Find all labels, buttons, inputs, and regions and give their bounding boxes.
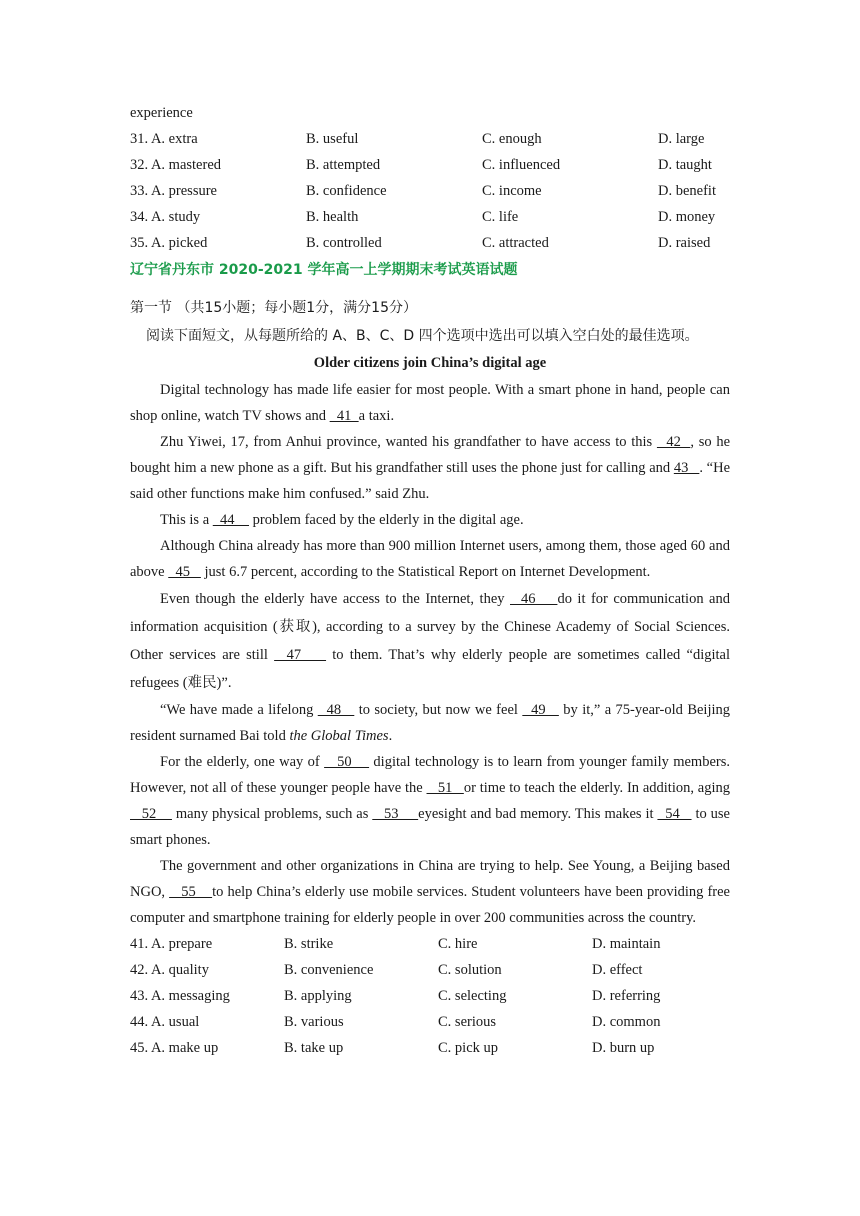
blank-52: 52 (130, 806, 172, 822)
option-d: D. common (592, 1014, 661, 1030)
option-b: B. attempted (306, 157, 381, 173)
option-row (130, 204, 730, 230)
option-a: 31. A. extra (130, 131, 198, 147)
blank-43: 43 (673, 460, 700, 476)
option-row (130, 931, 730, 957)
paragraph-3: This is a 44 problem faced by the elderly in the digital age. (160, 512, 524, 528)
option-c: C. serious (438, 1014, 496, 1030)
option-b: B. controlled (306, 235, 382, 251)
option-b: B. useful (306, 131, 359, 147)
option-c: C. selecting (438, 988, 507, 1004)
option-d: D. benefit (658, 183, 716, 199)
blank-42: 42 (656, 434, 691, 450)
paragraph-1: Digital technology has made life easier for most people. With a smart phone in hand, people can shop online, watch TV shows and 41 a taxi. (130, 382, 730, 424)
option-row (130, 983, 730, 1009)
blank-49: 49 (522, 702, 559, 718)
option-c: C. solution (438, 962, 502, 978)
option-d: D. maintain (592, 936, 661, 952)
option-row (130, 957, 730, 983)
previous-options (130, 126, 730, 256)
paragraph-2: Zhu Yiwei, 17, from Anhui province, wanted his grandfather to have access to this 42 , so he bought him a new phone as a gift. But his grandfather still uses the phone just for calling and 43 . “He said other functions make him confused.” said Zhu. (130, 434, 731, 502)
exam-source-title: 辽宁省丹东市 2020-2021 学年高一上学期期末考试英语试题 (130, 262, 518, 278)
option-row (130, 178, 730, 204)
blank-47: 47 (274, 647, 327, 663)
option-d: D. money (658, 209, 716, 225)
option-d: D. raised (658, 235, 711, 251)
option-c: C. enough (482, 131, 542, 147)
option-c: C. hire (438, 936, 478, 952)
option-b: B. confidence (306, 183, 387, 199)
option-a: 45. A. make up (130, 1040, 219, 1056)
answer-options (130, 931, 730, 1061)
blank-46: 46 (510, 591, 558, 607)
option-c: C. pick up (438, 1040, 499, 1056)
option-row (130, 126, 730, 152)
option-c: C. attracted (482, 235, 549, 251)
blank-51: 51 (426, 780, 464, 796)
option-d: D. referring (592, 988, 661, 1004)
paragraph-5: Even though the elderly have access to the Internet, they 46 do it for communication and information acquisition (获取), according to a survey by the Chinese Academy of Social Sciences. Other services are still 47 to them. That’s why elderly people are sometimes called “digital refugees (难民)”. (130, 591, 730, 691)
option-a: 41. A. prepare (130, 936, 213, 952)
continued-text: experience (130, 105, 193, 121)
paragraph-8: The government and other organizations in China are trying to help. See Young, a Beijing based NGO, 55 to help China’s elderly use mobile services. Student volunteers have been providing free computer and smartphone training for elderly people in over 200 communities across the country. (130, 858, 730, 926)
option-d: D. burn up (592, 1040, 655, 1056)
blank-41: 41 (329, 408, 359, 424)
option-b: B. convenience (284, 962, 374, 978)
section-heading: 第一节 （共15小题；每小题1分，满分15分） (130, 300, 417, 316)
option-d: D. effect (592, 962, 643, 978)
blank-44: 44 (212, 512, 250, 528)
option-a: 32. A. mastered (130, 157, 222, 173)
blank-48: 48 (317, 702, 355, 718)
option-row (130, 152, 730, 178)
option-b: B. strike (284, 936, 334, 952)
instructions: 阅读下面短文，从每题所给的 A、B、C、D 四个选项中选出可以填入空白处的最佳选项。 (146, 328, 699, 344)
option-b: B. take up (284, 1040, 344, 1056)
newspaper-name: the Global Times (289, 728, 389, 744)
blank-54: 54 (657, 806, 692, 822)
passage-title: Older citizens join China’s digital age (313, 355, 547, 371)
option-c: C. income (482, 183, 542, 199)
option-c: C. life (482, 209, 519, 225)
option-a: 44. A. usual (130, 1014, 200, 1030)
option-c: C. influenced (482, 157, 561, 173)
blank-53: 53 (372, 806, 419, 822)
option-row (130, 1035, 730, 1061)
page-content (130, 100, 730, 1061)
blank-50: 50 (324, 754, 370, 770)
option-a: 33. A. pressure (130, 183, 217, 199)
option-a: 34. A. study (130, 209, 201, 225)
option-row (130, 230, 730, 256)
paragraph-7: For the elderly, one way of 50 digital technology is to learn from younger family members. However, not all of these younger people have the 51 or time to teach the elderly. In addition, aging 52 many physical problems, such as 53 eyesight and bad memory. This makes it 54 to use smart phones. (130, 754, 731, 848)
option-row (130, 1009, 730, 1035)
option-d: D. large (658, 131, 705, 147)
blank-55: 55 (169, 884, 213, 900)
option-a: 42. A. quality (130, 962, 209, 978)
option-b: B. various (284, 1014, 344, 1030)
option-a: 35. A. picked (130, 235, 208, 251)
option-b: B. applying (284, 988, 352, 1004)
option-d: D. taught (658, 157, 712, 173)
paragraph-4: Although China already has more than 900 million Internet users, among them, those aged 60 and above 45 just 6.7 percent, according to the Statistical Report on Internet Development. (130, 538, 730, 580)
option-b: B. health (306, 209, 359, 225)
paragraph-6: “We have made a lifelong 48 to society, but now we feel 49 by it,” a 75-year-old Beijing resident surnamed Bai told the Global Times. (130, 702, 731, 744)
blank-45: 45 (168, 564, 201, 580)
option-a: 43. A. messaging (130, 988, 230, 1004)
